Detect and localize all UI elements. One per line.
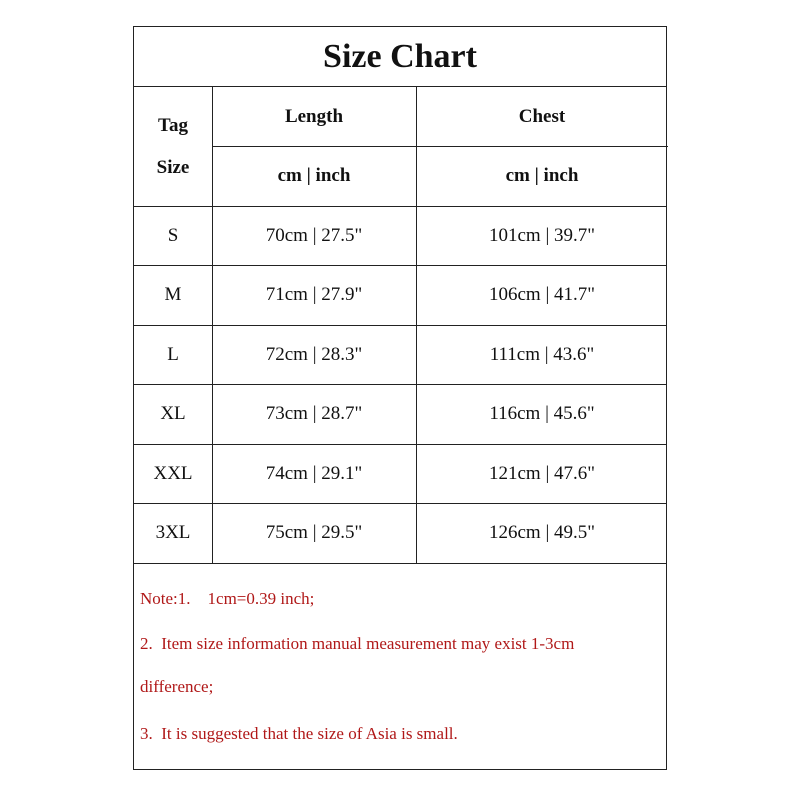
chest-units: cm | inch bbox=[505, 165, 579, 186]
length-cell: 73cm | 28.7" bbox=[265, 403, 363, 424]
tag-size-header bbox=[134, 87, 212, 206]
length-cell: 75cm | 29.5" bbox=[265, 522, 363, 543]
length-units: cm | inch bbox=[277, 165, 351, 186]
chart-title: Size Chart bbox=[134, 27, 666, 87]
chest-header: Chest bbox=[518, 105, 566, 127]
size-cell: XL bbox=[160, 403, 186, 424]
note-line-4: 3. It is suggested that the size of Asia is small. bbox=[140, 724, 458, 743]
chest-cell: 101cm | 39.7" bbox=[488, 224, 596, 246]
length-cell: 74cm | 29.1" bbox=[265, 462, 363, 484]
size-cell: S bbox=[167, 224, 179, 246]
note-line-1: Note:1. 1cm=0.39 inch; bbox=[140, 589, 315, 608]
tag-size-header-line1: Tag bbox=[158, 114, 188, 136]
length-cell: 71cm | 27.9" bbox=[265, 284, 363, 305]
size-cell: 3XL bbox=[155, 522, 191, 543]
chest-cell: 121cm | 47.6" bbox=[488, 462, 596, 484]
chest-cell: 106cm | 41.7" bbox=[488, 284, 596, 305]
length-cell: 70cm | 27.5" bbox=[265, 224, 363, 246]
length-header: Length bbox=[284, 105, 344, 127]
chest-cell: 111cm | 43.6" bbox=[489, 343, 595, 365]
size-chart-table bbox=[133, 26, 667, 770]
note-line-2: 2. Item size information manual measurement may exist 1-3cm bbox=[140, 634, 575, 653]
divider-notes bbox=[134, 563, 666, 564]
chest-cell: 116cm | 45.6" bbox=[489, 403, 595, 424]
size-cell: M bbox=[164, 284, 182, 305]
length-cell: 72cm | 28.3" bbox=[265, 343, 363, 365]
chest-cell: 126cm | 49.5" bbox=[488, 522, 596, 543]
tag-size-header-line2: Size bbox=[156, 156, 190, 178]
size-cell: XXL bbox=[153, 462, 193, 484]
size-cell: L bbox=[167, 343, 179, 365]
note-line-3: difference; bbox=[140, 677, 214, 696]
